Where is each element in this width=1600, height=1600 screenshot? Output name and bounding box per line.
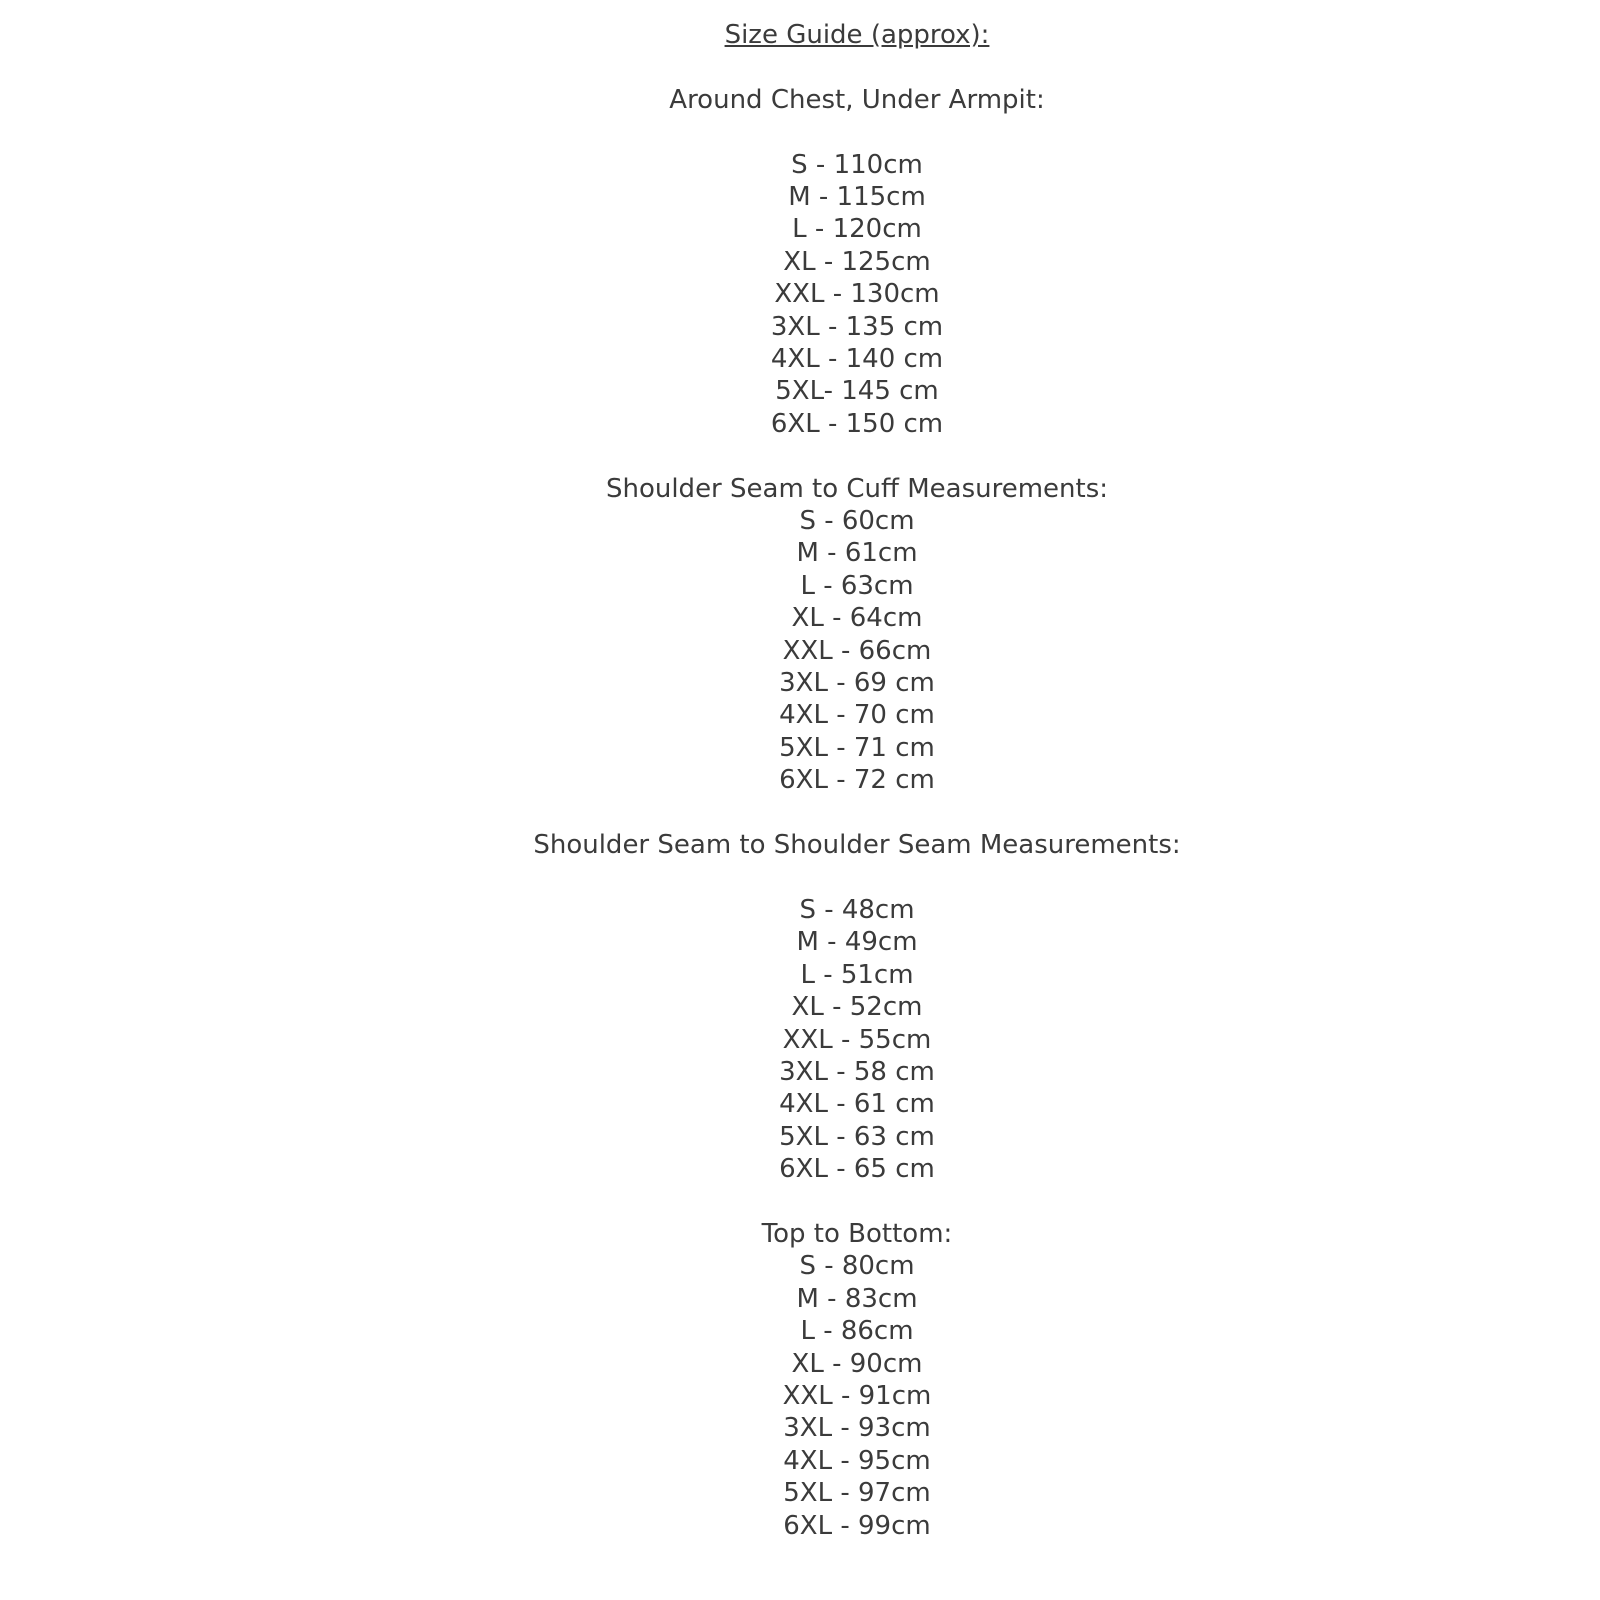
- size-item: 5XL - 71 cm: [779, 732, 935, 763]
- size-item: 4XL - 61 cm: [779, 1089, 935, 1120]
- size-item: XXL - 55cm: [782, 1024, 932, 1055]
- size-item: XL - 52cm: [791, 992, 923, 1023]
- size-item: 3XL - 93cm: [783, 1413, 931, 1444]
- size-item: XXL - 130cm: [774, 279, 940, 310]
- page-title: Size Guide (approx):: [724, 20, 990, 50]
- section-heading: Around Chest, Under Armpit:: [669, 84, 1045, 115]
- size-item: 4XL - 70 cm: [779, 700, 935, 731]
- size-item: S - 48cm: [799, 894, 915, 925]
- size-item: XL - 90cm: [791, 1348, 923, 1379]
- size-item: 3XL - 135 cm: [770, 311, 944, 342]
- size-item: S - 110cm: [791, 149, 923, 180]
- size-item: M - 83cm: [796, 1283, 918, 1314]
- size-item: 4XL - 140 cm: [770, 344, 944, 375]
- section-heading: Top to Bottom:: [761, 1218, 953, 1249]
- size-section: [114, 1218, 1600, 1542]
- size-item: 6XL - 99cm: [783, 1510, 931, 1541]
- size-item: 6XL - 65 cm: [779, 1154, 935, 1185]
- size-item: XL - 125cm: [783, 246, 931, 277]
- section-items: [114, 1250, 1600, 1542]
- size-item: 3XL - 69 cm: [779, 668, 935, 699]
- size-item: S - 80cm: [799, 1251, 915, 1282]
- size-item: M - 49cm: [796, 927, 918, 958]
- section-items: [114, 149, 1600, 441]
- size-item: 6XL - 150 cm: [770, 408, 944, 439]
- size-item: 6XL - 72 cm: [779, 765, 935, 796]
- size-item: 3XL - 58 cm: [779, 1056, 935, 1087]
- size-item: 5XL- 145 cm: [775, 376, 939, 407]
- size-item: L - 120cm: [792, 214, 922, 245]
- section-items: [114, 505, 1600, 797]
- size-section: [114, 84, 1600, 440]
- size-item: 5XL - 97cm: [783, 1478, 931, 1509]
- size-section: [114, 829, 1600, 1185]
- size-item: XXL - 91cm: [782, 1380, 932, 1411]
- size-item: 5XL - 63 cm: [779, 1121, 935, 1152]
- size-item: L - 51cm: [800, 959, 914, 990]
- size-item: M - 61cm: [796, 538, 918, 569]
- size-item: XXL - 66cm: [782, 635, 932, 666]
- size-item: S - 60cm: [799, 506, 915, 537]
- section-heading: Shoulder Seam to Shoulder Seam Measurements:: [533, 830, 1181, 861]
- size-item: L - 63cm: [800, 570, 914, 601]
- size-item: L - 86cm: [800, 1316, 914, 1347]
- size-item: 4XL - 95cm: [783, 1445, 931, 1476]
- section-heading: Shoulder Seam to Cuff Measurements:: [605, 473, 1109, 504]
- size-item: M - 115cm: [788, 182, 926, 212]
- size-guide-sections: [114, 84, 1600, 1542]
- size-section: [114, 473, 1600, 797]
- size-item: XL - 64cm: [791, 603, 923, 634]
- section-items: [114, 894, 1600, 1186]
